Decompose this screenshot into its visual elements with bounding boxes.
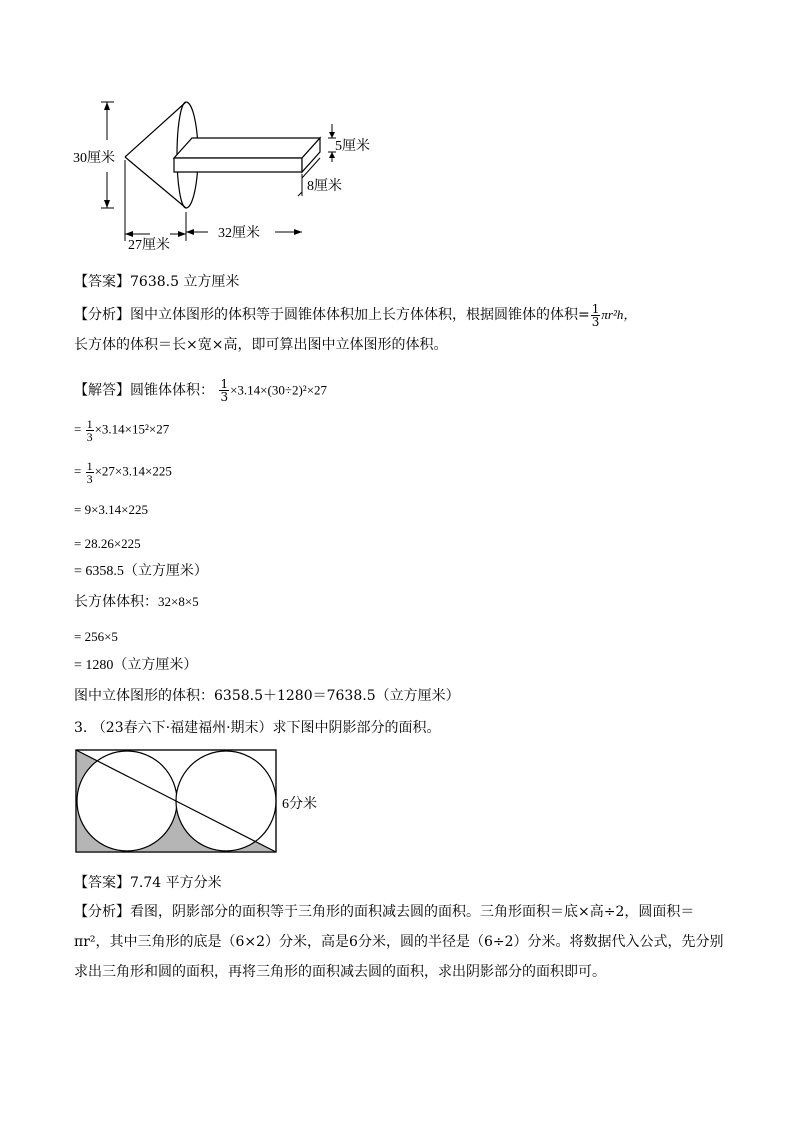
question-text: 求下图中阴影部分的面积。 xyxy=(272,720,441,736)
fraction-den: 3 xyxy=(86,472,93,486)
fraction-num: 1 xyxy=(591,301,600,316)
equals-sign: = xyxy=(74,421,82,437)
step-5: = 6358.5（立方厘米） xyxy=(74,564,208,579)
fraction xyxy=(86,418,94,443)
step-3: = 9×3.14×225 xyxy=(74,502,148,517)
step-2-expr: ×27×3.14×225 xyxy=(94,463,172,479)
answer-tag: 【答案】 xyxy=(74,875,130,891)
fraction xyxy=(219,378,229,403)
solution-line xyxy=(74,378,327,403)
q3-analysis xyxy=(74,897,726,987)
cuboid-line xyxy=(74,592,199,612)
fraction-den: 3 xyxy=(220,390,229,404)
fraction xyxy=(591,303,601,328)
answer-text: 7.74 平方分米 xyxy=(130,875,222,891)
step-4: = 28.26×225 xyxy=(74,536,141,551)
answer-text: 7638.5 立方厘米 xyxy=(130,274,240,290)
equals-sign: = xyxy=(74,463,82,479)
q3-answer xyxy=(74,873,222,893)
cone-formula: πr²h， xyxy=(601,307,637,322)
fraction-den: 3 xyxy=(591,314,600,329)
analysis-tag: 【分析】 xyxy=(74,904,130,920)
analysis-text: 看图，阴影部分的面积等于三角形的面积减去圆的面积。三角形面积＝底×高÷2，圆面积＝πr²，其中三角形的底是（6×2）分米，高是6分米，圆的半径是（6÷2）分米。将数据代入公式，先分别求出三角形和圆的面积，再将三角形的面积减去圆的面积，求出阴影部分的面积即可。 xyxy=(74,904,724,980)
fraction-num: 1 xyxy=(220,377,229,391)
step-1-expr: ×3.14×15²×27 xyxy=(94,421,170,437)
cone-label: 圆锥体体积： xyxy=(130,382,214,399)
fraction-num: 1 xyxy=(86,417,93,431)
cuboid-height-label: 5厘米 xyxy=(335,139,370,154)
fraction xyxy=(86,460,94,485)
solution-tag: 【解答】 xyxy=(74,382,130,399)
answer-tag: 【答案】 xyxy=(74,274,130,290)
cuboid-label: 长方体体积： xyxy=(74,594,158,610)
cuboid-length-label: 32厘米 xyxy=(218,226,260,241)
question-source: （23春六下·福建福州·期末） xyxy=(91,720,273,736)
cone-length-label: 27厘米 xyxy=(128,238,170,253)
step-2 xyxy=(74,460,172,485)
height-label: 30厘米 xyxy=(73,151,115,166)
fraction-den: 3 xyxy=(86,430,93,444)
q2-answer xyxy=(74,272,239,292)
step-1 xyxy=(74,418,169,443)
question-number: 3. xyxy=(74,720,88,736)
cone-expression: ×3.14×(30÷2)²×27 xyxy=(230,382,328,398)
analysis-part1: 图中立体图形的体积等于圆锥体体积加上长方体体积，根据圆锥体的体积= xyxy=(130,307,590,323)
shaded-circles-figure xyxy=(70,748,340,858)
cuboid-expression: 32×8×5 xyxy=(158,594,199,609)
q2-analysis xyxy=(74,300,724,360)
fraction-num: 1 xyxy=(86,459,93,473)
figure-label: 6分米 xyxy=(282,797,317,812)
analysis-part2: 长方体的体积＝长×宽×高，即可算出图中立体图形的体积。 xyxy=(74,337,448,353)
total-line: 图中立体图形的体积：6358.5＋1280＝7638.5（立方厘米） xyxy=(74,688,460,704)
step-7: = 1280（立方厘米） xyxy=(74,658,198,673)
analysis-tag: 【分析】 xyxy=(74,307,130,323)
step-6: = 256×5 xyxy=(74,629,118,644)
cone-cuboid-figure xyxy=(70,96,370,256)
cuboid-width-label: 8厘米 xyxy=(307,179,342,194)
q3-question xyxy=(74,718,441,738)
